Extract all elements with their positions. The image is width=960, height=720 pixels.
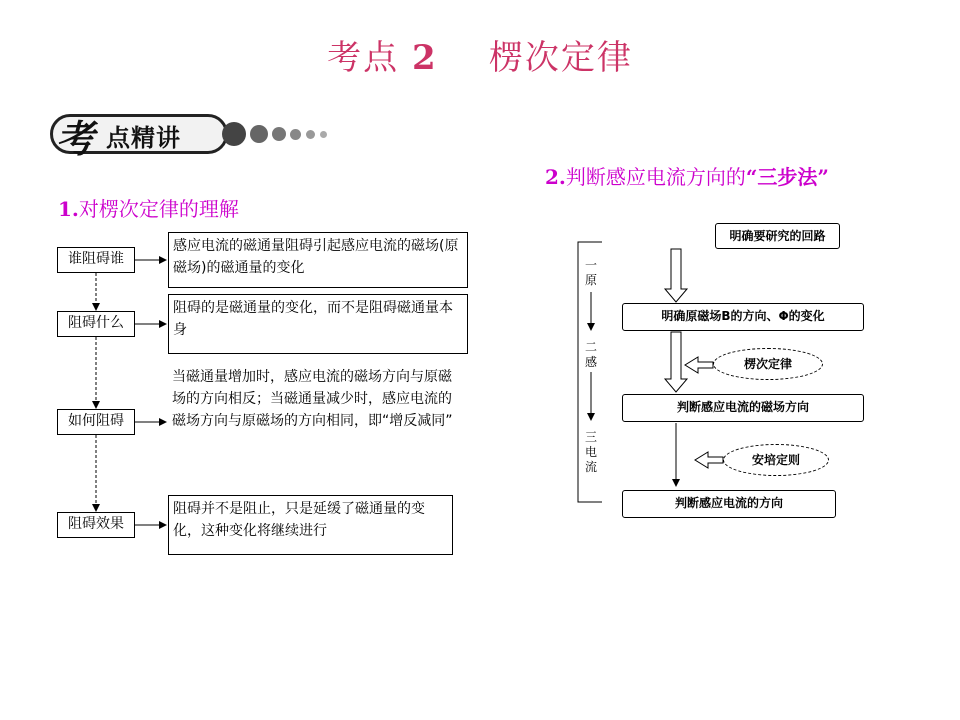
section2-number: 2. (545, 165, 566, 189)
tool-lenz-law: 楞次定律 (713, 348, 823, 380)
row-label-who: 谁阻碍谁 (57, 247, 135, 273)
row-text-what: 阻碍的是磁通量的变化，而不是阻碍磁通量本身 (168, 294, 468, 354)
side-label-one: 一原 (582, 258, 600, 288)
section1-number: 1. (58, 197, 79, 221)
step2-box: 明确原磁场B的方向、Φ的变化 (622, 303, 864, 331)
side-label-two: 二感 (582, 340, 600, 370)
title-name: 楞次定律 (488, 38, 633, 78)
row-text-effect: 阻碍并不是阻止，只是延缓了磁通量的变化，这种变化将继续进行 (168, 495, 453, 555)
section2-heading-text: 判断感应电流方向的 (565, 165, 746, 189)
step3-box: 判断感应电流的磁场方向 (622, 394, 864, 422)
badge-first-char: 考 (56, 116, 95, 161)
badge-text: 点精讲 (106, 124, 181, 152)
row-label-how: 如何阻碍 (57, 409, 135, 435)
row-label-what: 阻碍什么 (57, 311, 135, 337)
step4-box: 判断感应电流的方向 (622, 490, 836, 518)
title-number: 2 (411, 38, 438, 78)
section2-quote: “三步法” (745, 165, 829, 189)
row-text-who: 感应电流的磁通量阻碍引起感应电流的磁场(原磁场)的磁通量的变化 (168, 232, 468, 288)
side-label-three: 三电流 (582, 430, 600, 475)
section1-heading-text: 对楞次定律的理解 (78, 197, 239, 221)
row-text-how: 当磁通量增加时，感应电流的磁场方向与原磁场的方向相反；当磁通量减少时，感应电流的磁场方向与原磁场的方向相同，即“增反减同” (172, 369, 453, 429)
tool-ampere-rule: 安培定则 (723, 444, 829, 476)
row-label-effect: 阻碍效果 (57, 512, 135, 538)
title-prefix: 考点 (327, 38, 400, 78)
step1-box: 明确要研究的回路 (715, 223, 840, 249)
